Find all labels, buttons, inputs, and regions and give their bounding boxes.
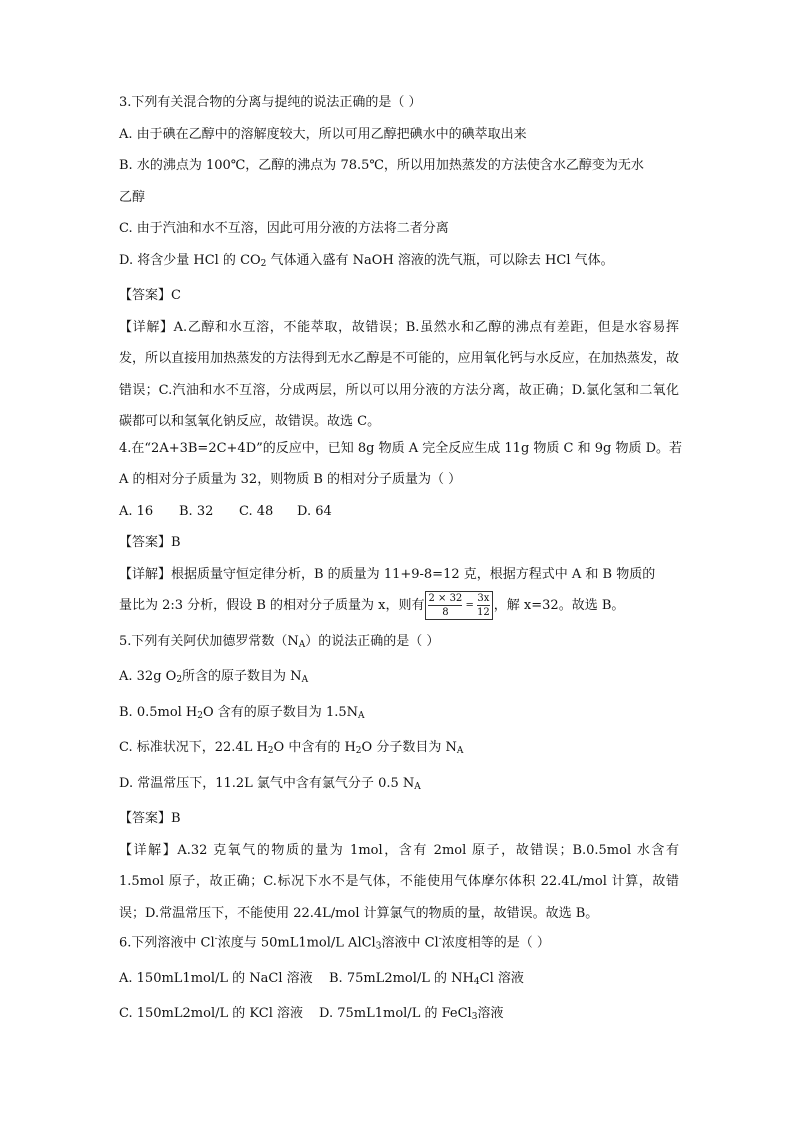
q3-option-b-line2: 乙醇	[119, 189, 146, 205]
q6-option-d: D. 75mL1mol/L 的 FeCl$_3$溶液	[319, 1006, 504, 1023]
q6-option-c: C. 150mL2mol/L 的 KCl 溶液	[119, 1006, 303, 1022]
q5-option-d: D. 常温常压下，11.2L 氯气中含有氯气分子 0.5 $N_A$	[119, 775, 421, 792]
q4-option-c: C. 48	[239, 503, 274, 519]
q6-options-row2	[119, 1003, 679, 1028]
q5-answer: 【答案】B	[119, 811, 181, 826]
q3-option-b-line1: B. 水的沸点为 100℃，乙醇的沸点为 78.5℃，所以用加热蒸发的方法使含水乙醇变为无水	[119, 158, 644, 173]
q5-stem: 5.下列有关阿伏加德罗常数$(N_A)$的说法正确的是（ ）	[119, 633, 440, 650]
q6-stem: 6.下列溶液中 Cl-浓度与 50mL1mol/L AlCl$_3$溶液中 Cl-浓度相等的是（ ）	[119, 934, 550, 952]
q6-option-b: B. 75mL2mol/L 的 $NH_4Cl$ 溶液	[329, 970, 524, 987]
q3-option-c: C. 由于汽油和水不互溶，因此可用分液的方法将二者分离	[119, 221, 449, 236]
q5-option-c: C. 标准状况下，22.4L $H_2O$ 中含有的 $H_2O$ 分子数目为 $N_A$	[119, 740, 464, 756]
q3-explanation: 【详解】A.乙醇和水互溶，不能萃取，故错误；B.虽然水和乙醇的沸点有差距，但是水容易挥发，所以直接用加热蒸发的方法得到无水乙醇是不可能的，应用氧化钙与水反应，在加热蒸发，故错误；C.汽油和水不互溶，分成两层，所以可以用分液的方法分离，故正确；D.氯化氢和二氧化碳都可以和氢氧化钠反应，故错误。故选 C。	[119, 319, 679, 429]
q4-explanation-line2: 量比为 2:3 分析，假设 B 的相对分子质量为 x，则有 $\frac{2 \times 32}{8}$ = $\frac{3x}{12}$ ，解 x=32。故选 B。	[119, 593, 625, 618]
q4-option-d: D. 64	[297, 503, 332, 519]
q5-option-b: B. 0.5mol $H_2O$ 含有的原子数目为 $1.5N_A$	[119, 704, 365, 721]
fraction-equation: $\frac{2 \times 32}{8}$ = $\frac{3x}{12}$	[425, 591, 492, 620]
q4-option-a: A. 16	[119, 503, 154, 519]
q4-stem-line1: 4.在“2A+3B=2C+4D”的反应中，已知 8g 物质 A 完全反应生成 11g 物质 C 和 9g 物质 D。若	[119, 440, 683, 456]
q6-option-a: A. 150mL1mol/L 的 NaCl 溶液	[119, 970, 313, 986]
q6-options-row1	[119, 968, 679, 993]
q3-answer: 【答案】C	[119, 288, 181, 303]
q5-explanation: 【详解】A.32 克氧气的物质的量为 1mol，含有 2mol 原子，故错误；B.0.5mol 水含有 1.5mol 原子，故正确；C.标况下水不是气体，不能使用气体摩尔体积 22.4L/mol 计算，故错误；D.常温常压下，不能使用 22.4L/mol 计算氯气的物质的量，故错误。故选 B。	[119, 842, 679, 921]
q4-option-b: B. 32	[179, 503, 214, 519]
q3-option-d: D. 将含少量 HCl 的 $CO_2$ 气体通入盛有 NaOH 溶液的洗气瓶，可以除去 HCl 气体。	[119, 252, 614, 269]
q3-stem: 3.下列有关混合物的分离与提纯的说法正确的是（ ）	[119, 95, 422, 110]
q4-explanation-line1: 【详解】根据质量守恒定律分析，B 的质量为 11+9-8=12 克，根据方程式中 A 和 B 物质的	[119, 566, 656, 582]
q3-option-a: A. 由于碘在乙醇中的溶解度较大，所以可用乙醇把碘水中的碘萃取出来	[119, 126, 527, 142]
exam-page	[119, 92, 683, 1039]
q4-answer: 【答案】B	[119, 535, 181, 550]
q4-options	[119, 501, 679, 522]
q4-stem-line2: A 的相对分子质量为 32，则物质 B 的相对分子质量为（ ）	[119, 472, 462, 487]
q5-option-a: A. 32g $O_2$所含的原子数目为 $N_A$	[119, 669, 309, 685]
